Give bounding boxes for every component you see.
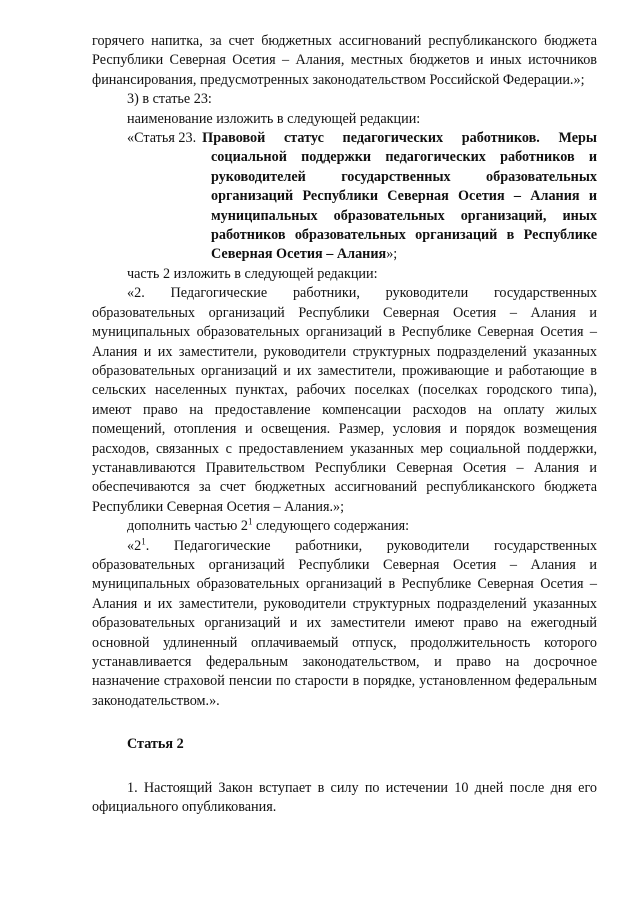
article-2-heading: Статья 2 (127, 736, 184, 753)
article-23-label: «Статья 23. (127, 130, 197, 147)
add-part-instruction (92, 517, 597, 536)
article-23-title-text: социальной поддержки педагогических работников и руководителей государственных образовательных организаций Республики Северная Осетия – Алания и муниципальных образовательных организаций, иных работников образовательных организаций в Республике Северная Осетия – Алания (211, 149, 597, 263)
part-2-1-sup: 1 (141, 535, 146, 546)
part-2-text: «2. Педагогические работники, руководители государственных образовательных организаций Республики Северная Осетия – Алания и муниципальных образовательных организаций в Республике Северная Осетия – Алания и их заместители, руководители структурных подразделений указанных образовательных организаций и их заместители, проживающие и работающие в сельских населенных пунктах, рабочих поселках (поселках городского типа), имеют право на предоставление компенсации расходов на оплату жилых помещений, отопления и освещения. Размер, условия и порядок возмещения расходов, связанных с предоставлением указанных мер социальной поддержки, устанавливаются Правительством Республики Северная Осетия – Алания и обеспечиваются за счет бюджетных ассигнований республиканского бюджета Республики Северная Осетия – Алания.»; (92, 285, 597, 515)
item-3: 3) в статье 23: (127, 91, 212, 108)
part-2-1-number: «2 (127, 537, 142, 554)
article-2-text: 1. Настоящий Закон вступает в силу по истечении 10 дней после дня его официального опубликования. (92, 779, 597, 816)
paragraph-continuation: горячего напитка, за счет бюджетных ассигнований республиканского бюджета Республики Северная Осетия – Алания, местных бюджетов и иных источников финансирования, предусмотренных законодательством Российской Федерации.»; (92, 33, 597, 88)
article-23-close: »; (386, 246, 398, 263)
name-edit-instruction: наименование изложить в следующей редакции: (127, 110, 421, 127)
add-part-post: следующего содержания: (252, 518, 410, 535)
add-part-sup: 1 (247, 516, 253, 527)
part-2-1-text (92, 537, 597, 712)
article-23-title-block (127, 129, 597, 265)
article-23-title-rest (211, 148, 597, 264)
article-23-title-first-line: Правовой статус педагогических работников. Меры (202, 130, 597, 147)
part-2-1-body: . Педагогические работники, руководители государственных образовательных организаций Республики Северная Осетия – Алания и муниципальных образовательных организаций в Республике Северная Осетия – Алания и их заместители, руководители структурных подразделений указанных образовательных организаций и их заместители имеют право на ежегодный основной удлиненный оплачиваемый отпуск, продолжительность которого устанавливается федеральным законодательством, и право на досрочное назначение страховой пенсии по старости в порядке, установленном федеральным законодательством.». (92, 537, 597, 709)
add-part-pre: дополнить частью 2 (127, 518, 248, 535)
part-2-edit-instruction: часть 2 изложить в следующей редакции: (127, 265, 378, 282)
